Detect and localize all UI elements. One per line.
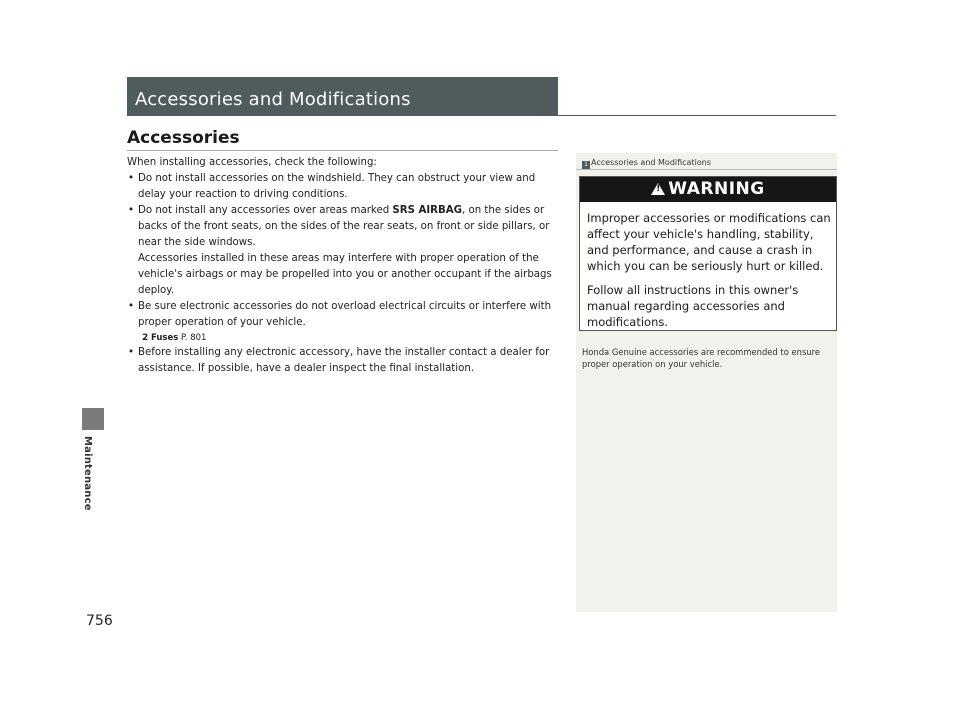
bullet-icon: • — [128, 347, 135, 358]
note-title: Accessories and Modifications — [591, 158, 711, 167]
side-section-label — [78, 436, 108, 511]
list-item-text: Do not install any accessories over areas marked — [138, 205, 393, 216]
warning-label: WARNING — [668, 179, 765, 199]
list-item — [127, 299, 558, 345]
warning-body — [587, 210, 832, 330]
side-section-label-text: Maintenance — [82, 436, 93, 511]
bullet-list — [127, 171, 558, 377]
list-item — [127, 203, 558, 299]
note-text: Honda Genuine accessories are recommended to ensure proper operation on your vehicle. — [582, 347, 821, 369]
main-content — [127, 155, 558, 377]
warning-paragraph: Improper accessories or modifications can affect your vehicle's handling, stability, and performance, and cause a crash in which you can be seriously hurt or killed. — [587, 211, 831, 273]
bullet-icon: • — [128, 301, 135, 312]
note-divider — [576, 169, 837, 170]
note-number-icon: 1 — [582, 161, 590, 169]
warning-header — [580, 177, 836, 202]
chapter-header — [127, 77, 558, 115]
fuses-reference-link[interactable] — [138, 331, 558, 345]
reference-title: Fuses — [150, 333, 179, 343]
warning-triangle-icon — [651, 183, 665, 195]
side-tab-marker — [82, 408, 104, 430]
sidebar-notes — [576, 153, 837, 612]
list-item-extra-text: Accessories installed in these areas may interfere with proper operation of the vehicle's airbags or may be propelled into you or another occupant if the airbags deploy. — [138, 253, 552, 296]
bullet-icon: • — [128, 205, 135, 216]
page-number: 756 — [86, 613, 113, 629]
intro-text: When installing accessories, check the following: — [127, 157, 377, 168]
chapter-title: Accessories and Modifications — [135, 89, 411, 110]
list-item-text: Do not install accessories on the windshield. They can obstruct your view and delay your reaction to driving conditions. — [138, 173, 536, 200]
header-divider — [127, 115, 836, 116]
reference-page: P. 801 — [178, 333, 207, 343]
warning-paragraph: Follow all instructions in this owner's manual regarding accessories and modifications. — [587, 283, 799, 329]
section-divider — [127, 150, 558, 151]
list-item-text: Before installing any electronic accessory, have the installer contact a dealer for assistance. If possible, have a dealer inspect the final installation. — [138, 347, 550, 374]
reference-arrow-icon: 2 — [142, 333, 149, 343]
bullet-icon: • — [128, 173, 135, 184]
list-item-text: Be sure electronic accessories do not overload electrical circuits or interfere with proper operation of your vehicle. — [138, 301, 552, 328]
section-title: Accessories — [127, 128, 240, 148]
list-item — [127, 171, 558, 203]
warning-box — [579, 176, 837, 331]
note-header — [582, 158, 711, 169]
list-item-text: , on the sides or backs of the front seats, on the sides of the rear seats, on front or side pillars, or near the side windows. — [138, 205, 550, 248]
airbag-label: SRS AIRBAG — [392, 205, 463, 216]
list-item — [127, 345, 558, 377]
warning-label-wrap — [580, 179, 836, 199]
